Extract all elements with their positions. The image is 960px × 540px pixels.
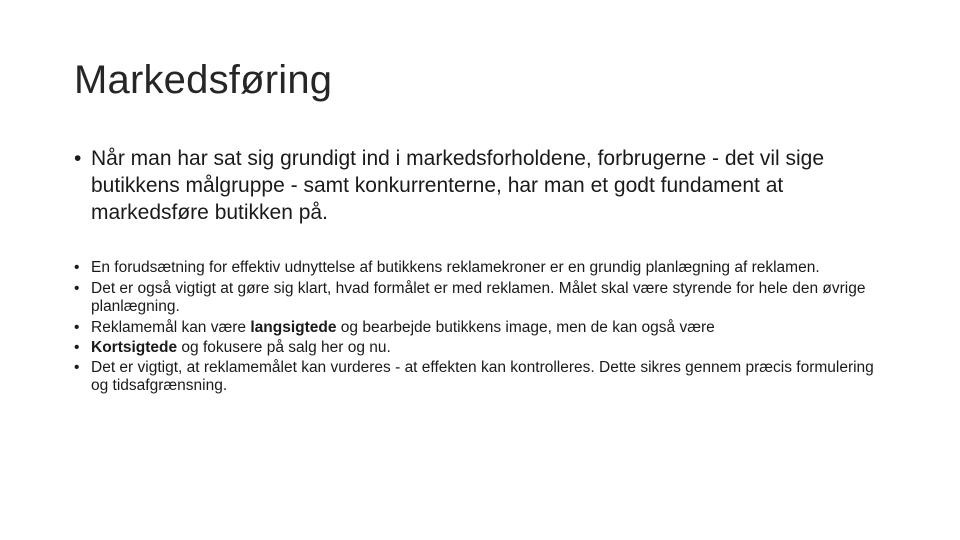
list-item [74, 319, 889, 337]
bullet-icon: • [74, 339, 80, 356]
list-item-text-after: og fokusere på salg her og nu. [177, 339, 391, 356]
bullet-icon: • [74, 359, 80, 376]
list-item-text: Det er også vigtigt at gøre sig klart, hvad formålet er med reklamen. Målet skal være styrende for hele den øvrige planlægning. [91, 280, 866, 315]
bullet-icon: • [74, 147, 82, 170]
main-bullet-text: Når man har sat sig grundigt ind i markedsforholdene, forbrugerne - det vil sige butikkens målgruppe - samt konkurrenterne, har man et godt fundament at markedsføre butikken på. [91, 147, 825, 224]
list-item-text-before: Reklamemål kan være [91, 319, 251, 336]
list-item [74, 359, 889, 395]
list-item [74, 339, 889, 357]
bullet-icon: • [74, 259, 80, 276]
sub-bullet-list [74, 259, 889, 398]
list-item-text-after: og bearbejde butikkens image, men de kan også være [336, 319, 715, 336]
main-bullet-point [74, 145, 891, 226]
list-item-emphasis: langsigtede [250, 319, 337, 336]
slide-title: Markedsføring [74, 58, 333, 102]
bullet-icon: • [74, 319, 80, 336]
list-item [74, 280, 889, 316]
bullet-icon: • [74, 280, 80, 297]
list-item-text: En forudsætning for effektiv udnyttelse af butikkens reklamekroner er en grundig planlægning af reklamen. [91, 259, 820, 276]
list-item [74, 259, 889, 277]
list-item-emphasis: Kortsigtede [91, 339, 178, 356]
list-item-text: Det er vigtigt, at reklamemålet kan vurderes - at effekten kan kontrolleres. Dette sikres gennem præcis formulering og tidsafgrænsning. [91, 359, 874, 394]
